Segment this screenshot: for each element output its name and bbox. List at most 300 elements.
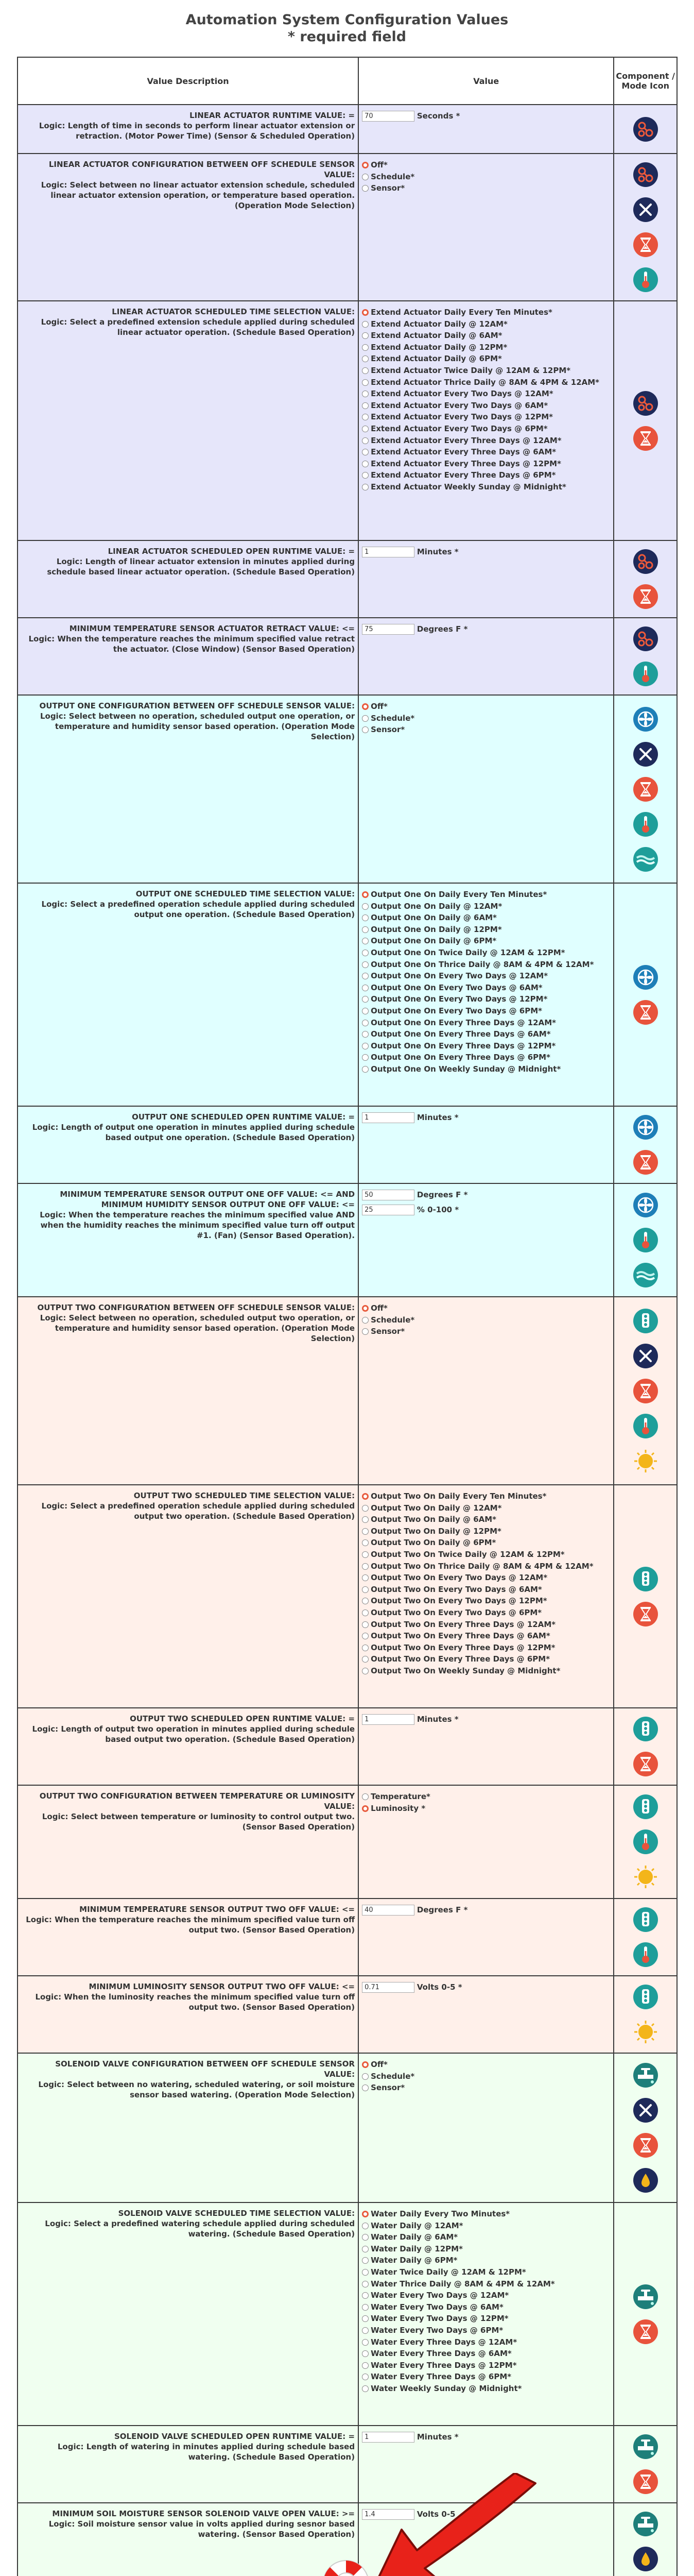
row-icons — [614, 1485, 677, 1708]
row-logic: Logic: Select between no watering, scheduled watering, or soil moisture sensor based watering. (Operation Mode Selection) — [38, 2080, 355, 2099]
radio-label: Extend Actuator Daily @ 6AM* — [371, 331, 502, 341]
radio-button[interactable] — [362, 162, 369, 168]
radio-button[interactable] — [362, 891, 369, 898]
runtime-seconds-input[interactable]: 70 — [362, 111, 414, 122]
row-description — [18, 1297, 358, 1485]
radio-option[interactable] — [362, 912, 610, 924]
radio-label: Luminosity * — [371, 1803, 426, 1813]
row-icons — [614, 1297, 677, 1485]
radio-button[interactable] — [362, 961, 369, 968]
schedule-hourglass-icon — [633, 584, 658, 609]
row-min-luminosity-output-two-off — [18, 1976, 677, 2053]
radio-option[interactable] — [362, 1537, 610, 1549]
radio-option[interactable] — [362, 1017, 610, 1029]
radio-option[interactable] — [362, 1490, 610, 1502]
page-title — [0, 0, 694, 45]
radio-button[interactable] — [362, 1563, 369, 1570]
radio-option[interactable] — [362, 353, 610, 365]
radio-label: Output Two On Daily Every Ten Minutes* — [371, 1492, 547, 1501]
sun-icon — [633, 1448, 658, 1474]
radio-option[interactable] — [362, 2336, 610, 2348]
row-logic: Logic: When the temperature reaches the minimum specified value turn off output two. (Sensor Based Operation) — [26, 1915, 355, 1935]
radio-label: Output One On Twice Daily @ 12AM & 12PM* — [371, 947, 565, 957]
radio-option[interactable] — [362, 2371, 610, 2383]
radio-button[interactable] — [362, 2211, 369, 2217]
radio-label: Output Two On Daily @ 12AM* — [371, 1503, 502, 1513]
radio-label: Output Two On Every Three Days @ 12AM* — [371, 1619, 556, 1629]
radio-option[interactable] — [362, 2082, 610, 2094]
radio-option[interactable] — [362, 365, 610, 377]
radio-option[interactable] — [362, 1619, 610, 1631]
radio-button[interactable] — [362, 1043, 369, 1049]
radio-option[interactable] — [362, 377, 610, 388]
radio-label: Output Two On Daily @ 12PM* — [371, 1526, 501, 1536]
row-linear-actuator-config — [18, 154, 677, 301]
radio-button[interactable] — [362, 2234, 369, 2241]
radio-button[interactable] — [362, 484, 369, 490]
row-title: MINIMUM TEMPERATURE SENSOR ACTUATOR RETRACT VALUE: <= — [69, 624, 355, 633]
row-solenoid-open-runtime — [18, 2426, 677, 2503]
radio-button[interactable] — [362, 2281, 369, 2287]
row-value — [358, 154, 614, 301]
row-value — [358, 1485, 614, 1708]
row-icons — [614, 2426, 677, 2503]
unit-label: Volts 0-5 * — [417, 1982, 462, 1992]
row-value — [358, 1106, 614, 1183]
config-table — [17, 57, 678, 2576]
radio-button[interactable] — [362, 321, 369, 328]
radio-button[interactable] — [362, 1598, 369, 1604]
radio-option[interactable] — [362, 970, 610, 982]
radio-button[interactable] — [362, 1668, 369, 1674]
radio-button[interactable] — [362, 985, 369, 991]
radio-label: Extend Actuator Every Three Days @ 6PM* — [371, 470, 556, 480]
radio-option[interactable] — [362, 713, 610, 724]
off-mode-icon — [633, 197, 658, 223]
row-logic: Logic: Select a predefined operation schedule applied during scheduled output two operation. (Schedule Based Operation) — [41, 1501, 355, 1521]
thermometer-icon — [633, 1942, 658, 1968]
row-output-two-schedule — [18, 1485, 677, 1708]
radio-option[interactable] — [362, 1642, 610, 1654]
radio-option[interactable] — [362, 2325, 610, 2336]
radio-option[interactable] — [362, 388, 610, 400]
radio-button[interactable] — [362, 414, 369, 420]
sun-icon — [633, 1864, 658, 1890]
row-title: MINIMUM SOIL MOISTURE SENSOR SOLENOID VALVE OPEN VALUE: >= — [52, 2509, 355, 2518]
radio-button[interactable] — [362, 461, 369, 467]
radio-button[interactable] — [362, 402, 369, 409]
radio-label: Output One On Every Three Days @ 12AM* — [371, 1018, 556, 1027]
radio-button[interactable] — [362, 950, 369, 956]
radio-option[interactable] — [362, 2208, 610, 2220]
radio-option[interactable] — [362, 1302, 610, 1314]
schedule-hourglass-icon — [633, 999, 658, 1025]
radio-option[interactable] — [362, 1502, 610, 1514]
radio-label: Water Every Three Days @ 12AM* — [371, 2337, 517, 2347]
unit-label: Degrees F * — [417, 1905, 468, 1914]
light-icon — [633, 1566, 658, 1592]
radio-button[interactable] — [362, 914, 369, 921]
row-value — [358, 1708, 614, 1785]
radio-option[interactable] — [362, 2266, 610, 2278]
row-icons — [614, 1899, 677, 1976]
radio-option[interactable] — [362, 2360, 610, 2371]
radio-button[interactable] — [362, 2350, 369, 2357]
radio-label: Extend Actuator Every Two Days @ 12AM* — [371, 389, 553, 399]
radio-label: Schedule* — [371, 2071, 415, 2081]
radio-label: Output One On Every Three Days @ 6AM* — [371, 1029, 551, 1039]
open-runtime-input[interactable]: 1 — [362, 1714, 414, 1725]
row-value — [358, 105, 614, 154]
radio-button[interactable] — [362, 185, 369, 192]
radio-label: Sensor* — [371, 725, 405, 735]
radio-option[interactable] — [362, 1630, 610, 1642]
radio-label: Output One On Daily @ 6PM* — [371, 936, 497, 946]
radio-option[interactable] — [362, 1791, 610, 1803]
radio-label: Output One On Thrice Daily @ 8AM & 4PM & 12AM* — [371, 959, 594, 969]
radio-option[interactable] — [362, 435, 610, 447]
radio-option[interactable] — [362, 724, 610, 736]
valve-icon — [633, 2434, 658, 2460]
radio-button[interactable] — [362, 1008, 369, 1014]
row-logic: Logic: Select a predefined operation schedule applied during scheduled output one operation. (Schedule Based Operation) — [41, 900, 355, 919]
open-runtime-input[interactable]: 1 — [362, 547, 414, 557]
valve-icon — [633, 2284, 658, 2310]
radio-option[interactable] — [362, 1526, 610, 1537]
radio-button[interactable] — [362, 1516, 369, 1523]
radio-button[interactable] — [362, 1574, 369, 1581]
off-mode-icon — [633, 741, 658, 767]
radio-button[interactable] — [362, 1621, 369, 1628]
radio-button[interactable] — [362, 2292, 369, 2299]
radio-option[interactable] — [362, 2348, 610, 2360]
radio-option[interactable] — [362, 2231, 610, 2243]
valve-icon — [633, 2062, 658, 2088]
radio-option[interactable] — [362, 2071, 610, 2082]
light-icon — [633, 1308, 658, 1334]
temperature-off-input[interactable]: 40 — [362, 1905, 414, 1916]
radio-label: Output Two On Daily @ 6PM* — [371, 1538, 496, 1548]
radio-button[interactable] — [362, 1031, 369, 1038]
radio-option[interactable] — [362, 2383, 610, 2395]
radio-button[interactable] — [362, 391, 369, 397]
radio-label: Extend Actuator Thrice Daily @ 8AM & 4PM & 12AM* — [371, 377, 600, 387]
row-output-two-temp-or-luminosity — [18, 1785, 677, 1899]
radio-button[interactable] — [362, 2223, 369, 2229]
row-description — [18, 1485, 358, 1708]
radio-option[interactable] — [362, 307, 610, 318]
schedule-hourglass-icon — [633, 1601, 658, 1627]
luminosity-off-input[interactable]: 0.71 — [362, 1982, 414, 1993]
unit-label: Minutes * — [417, 1113, 459, 1122]
schedule-hourglass-icon — [633, 2132, 658, 2158]
radio-label: Temperature* — [371, 1792, 430, 1801]
row-icons — [614, 1976, 677, 2053]
radio-option[interactable] — [362, 982, 610, 994]
radio-button[interactable] — [362, 926, 369, 933]
row-output-two-config — [18, 1297, 677, 1485]
off-mode-icon — [633, 1343, 658, 1369]
unit-label: Seconds * — [417, 111, 460, 121]
radio-button[interactable] — [362, 2315, 369, 2322]
page-title-required-note: * required field — [287, 29, 407, 45]
radio-button[interactable] — [362, 1528, 369, 1535]
radio-button[interactable] — [362, 973, 369, 979]
col-header-description: Value Description — [18, 57, 358, 105]
radio-option[interactable] — [362, 1653, 610, 1665]
radio-label: Extend Actuator Daily Every Ten Minutes* — [371, 308, 552, 317]
radio-button[interactable] — [362, 174, 369, 180]
row-value — [358, 2202, 614, 2426]
radio-option[interactable] — [362, 1063, 610, 1075]
radio-option[interactable] — [362, 2059, 610, 2071]
radio-button[interactable] — [362, 449, 369, 455]
radio-option[interactable] — [362, 1028, 610, 1040]
radio-option[interactable] — [362, 1561, 610, 1572]
retract-temperature-input[interactable]: 75 — [362, 624, 414, 635]
radio-label: Water Daily @ 12PM* — [371, 2244, 463, 2253]
radio-button[interactable] — [362, 1656, 369, 1663]
unit-label: Minutes * — [417, 1715, 459, 1724]
radio-option[interactable] — [362, 171, 610, 183]
row-value — [358, 695, 614, 883]
row-value — [358, 301, 614, 540]
radio-button[interactable] — [362, 1328, 369, 1335]
unit-label: Minutes * — [417, 2432, 459, 2442]
radio-button[interactable] — [362, 2061, 369, 2068]
radio-button[interactable] — [362, 1317, 369, 1324]
row-linear-actuator-schedule — [18, 301, 677, 540]
radio-button[interactable] — [362, 2339, 369, 2346]
row-linear-actuator-runtime — [18, 105, 677, 154]
radio-option[interactable] — [362, 701, 610, 713]
radio-button[interactable] — [362, 355, 369, 362]
row-logic: Logic: Select between no operation, scheduled output one operation, or temperature and humidity sensor based operation. (Operation Mode Selection) — [40, 711, 355, 741]
radio-button[interactable] — [362, 1645, 369, 1651]
radio-option[interactable] — [362, 1607, 610, 1619]
row-description — [18, 1976, 358, 2053]
radio-button[interactable] — [362, 309, 369, 316]
radio-button[interactable] — [362, 1066, 369, 1073]
row-description — [18, 2053, 358, 2202]
radio-option[interactable] — [362, 446, 610, 458]
radio-option[interactable] — [362, 411, 610, 423]
row-title: MINIMUM TEMPERATURE SENSOR OUTPUT TWO OFF VALUE: <= — [79, 1905, 355, 1914]
radio-button[interactable] — [362, 2269, 369, 2276]
radio-button[interactable] — [362, 2304, 369, 2311]
radio-button[interactable] — [362, 1633, 369, 1639]
row-icons — [614, 1106, 677, 1183]
row-icons — [614, 540, 677, 618]
radio-option[interactable] — [362, 400, 610, 412]
radio-button[interactable] — [362, 2362, 369, 2369]
row-title: MINIMUM LUMINOSITY SENSOR OUTPUT TWO OFF VALUE: <= — [89, 1982, 355, 1991]
radio-option[interactable] — [362, 1326, 610, 1337]
radio-label: Water Thrice Daily @ 8AM & 4PM & 12AM* — [371, 2279, 555, 2289]
radio-option[interactable] — [362, 935, 610, 947]
radio-option[interactable] — [362, 2301, 610, 2313]
radio-label: Sensor* — [371, 1327, 405, 1336]
radio-button[interactable] — [362, 1805, 369, 1812]
radio-button[interactable] — [362, 2385, 369, 2392]
row-logic: Logic: Length of watering in minutes applied during schedule based watering. (Schedule Based Operation) — [57, 2442, 355, 2462]
radio-button[interactable] — [362, 1305, 369, 1312]
row-description — [18, 883, 358, 1106]
radio-button[interactable] — [362, 996, 369, 1003]
radio-option[interactable] — [362, 1514, 610, 1526]
radio-option[interactable] — [362, 330, 610, 342]
thermometer-icon — [633, 1413, 658, 1439]
light-icon — [633, 1794, 658, 1820]
radio-button[interactable] — [362, 426, 369, 432]
row-icons — [614, 2053, 677, 2202]
radio-button[interactable] — [362, 1551, 369, 1558]
radio-option[interactable] — [362, 2255, 610, 2266]
fan-icon — [633, 1114, 658, 1140]
row-value — [358, 1785, 614, 1899]
radio-option[interactable] — [362, 2220, 610, 2232]
row-icons — [614, 1708, 677, 1785]
radio-button[interactable] — [362, 1793, 369, 1800]
radio-button[interactable] — [362, 2246, 369, 2252]
radio-button[interactable] — [362, 472, 369, 479]
temperature-off-input[interactable]: 50 — [362, 1190, 414, 1200]
radio-label: Output One On Every Two Days @ 6AM* — [371, 982, 543, 992]
radio-label: Output Two On Every Three Days @ 6AM* — [371, 1631, 550, 1641]
radio-button[interactable] — [362, 2257, 369, 2264]
radio-option[interactable] — [362, 342, 610, 353]
radio-label: Output One On Daily @ 6AM* — [371, 913, 497, 923]
radio-label: Extend Actuator Every Three Days @ 12AM* — [371, 435, 562, 445]
soil-moisture-input[interactable]: 1.4 — [362, 2509, 414, 2520]
radio-button[interactable] — [362, 344, 369, 351]
row-title: SOLENOID VALVE SCHEDULED TIME SELECTION VALUE: — [118, 2209, 355, 2218]
radio-option[interactable] — [362, 2290, 610, 2301]
radio-option[interactable] — [362, 1595, 610, 1607]
row-description — [18, 2426, 358, 2503]
radio-label: Water Daily @ 6AM* — [371, 2232, 458, 2242]
radio-label: Output Two On Twice Daily @ 12AM & 12PM* — [371, 1549, 565, 1559]
radio-option[interactable] — [362, 993, 610, 1005]
radio-button[interactable] — [362, 1493, 369, 1500]
radio-option[interactable] — [362, 159, 610, 171]
radio-option[interactable] — [362, 458, 610, 470]
row-title: OUTPUT TWO SCHEDULED TIME SELECTION VALUE: — [133, 1491, 355, 1500]
radio-label: Output One On Every Two Days @ 12PM* — [371, 994, 548, 1004]
open-runtime-input[interactable]: 1 — [362, 1112, 414, 1123]
radio-label: Extend Actuator Every Three Days @ 12PM* — [371, 459, 561, 468]
unit-label: Degrees F * — [417, 1190, 468, 1199]
row-title: OUTPUT TWO CONFIGURATION BETWEEN OFF SCHEDULE SENSOR VALUE: — [37, 1303, 355, 1312]
radio-option[interactable] — [362, 1584, 610, 1596]
radio-option[interactable] — [362, 423, 610, 435]
radio-label: Output One On Daily @ 12PM* — [371, 924, 502, 934]
col-header-icon: Component / Mode Icon — [614, 57, 677, 105]
radio-button[interactable] — [362, 379, 369, 386]
radio-button[interactable] — [362, 2073, 369, 2080]
radio-button[interactable] — [362, 2327, 369, 2334]
row-title: MINIMUM TEMPERATURE SENSOR OUTPUT ONE OFF VALUE: <= AND MINIMUM HUMIDITY SENSOR OUTPUT ONE OFF VALUE: <= — [60, 1190, 355, 1209]
radio-button[interactable] — [362, 703, 369, 710]
radio-option[interactable] — [362, 182, 610, 194]
radio-button[interactable] — [362, 367, 369, 374]
radio-option[interactable] — [362, 2313, 610, 2325]
fan-icon — [633, 964, 658, 990]
radio-option[interactable] — [362, 901, 610, 912]
radio-option[interactable] — [362, 2243, 610, 2255]
radio-label: Output Two On Every Two Days @ 6PM* — [371, 1607, 542, 1617]
radio-button[interactable] — [362, 2084, 369, 2091]
radio-button[interactable] — [362, 1609, 369, 1616]
radio-button[interactable] — [362, 1539, 369, 1546]
radio-option[interactable] — [362, 959, 610, 971]
radio-label: Output One On Every Two Days @ 6PM* — [371, 1006, 543, 1015]
humidity-icon — [633, 1262, 658, 1288]
row-icons — [614, 2202, 677, 2426]
radio-button[interactable] — [362, 1505, 369, 1512]
radio-option[interactable] — [362, 481, 610, 493]
row-title: OUTPUT ONE SCHEDULED TIME SELECTION VALUE: — [135, 889, 355, 899]
humidity-off-input[interactable]: 25 — [362, 1205, 414, 1215]
radio-option[interactable] — [362, 1040, 610, 1052]
radio-button[interactable] — [362, 715, 369, 722]
radio-option[interactable] — [362, 469, 610, 481]
radio-label: Water Every Two Days @ 6AM* — [371, 2302, 504, 2312]
radio-label: Water Daily Every Two Minutes* — [371, 2209, 510, 2218]
radio-option[interactable] — [362, 924, 610, 936]
radio-option[interactable] — [362, 1005, 610, 1017]
radio-option[interactable] — [362, 2278, 610, 2290]
row-description — [18, 301, 358, 540]
radio-option[interactable] — [362, 1803, 610, 1815]
row-min-temp-output-two-off — [18, 1899, 677, 1976]
row-title: LINEAR ACTUATOR SCHEDULED OPEN RUNTIME VALUE: = — [108, 547, 355, 556]
radio-button[interactable] — [362, 2374, 369, 2380]
row-icons — [614, 301, 677, 540]
radio-button[interactable] — [362, 726, 369, 733]
radio-button[interactable] — [362, 1054, 369, 1061]
radio-label: Schedule* — [371, 713, 415, 723]
radio-button[interactable] — [362, 332, 369, 339]
radio-option[interactable] — [362, 1549, 610, 1561]
row-value — [358, 1899, 614, 1976]
row-description — [18, 1708, 358, 1785]
radio-label: Output Two On Weekly Sunday @ Midnight* — [371, 1666, 561, 1675]
radio-button[interactable] — [362, 1586, 369, 1593]
radio-option[interactable] — [362, 947, 610, 959]
radio-option[interactable] — [362, 1052, 610, 1063]
radio-button[interactable] — [362, 437, 369, 444]
radio-label: Output One On Daily Every Ten Minutes* — [371, 890, 547, 899]
row-logic: Logic: Soil moisture sensor value in volts applied during sesnor based watering. (Sensor Based Operation) — [48, 2519, 355, 2539]
page-title-main: Automation System Configuration Values — [185, 12, 509, 28]
radio-option[interactable] — [362, 318, 610, 330]
radio-button[interactable] — [362, 1020, 369, 1026]
schedule-hourglass-icon — [633, 1751, 658, 1777]
open-runtime-input[interactable]: 1 — [362, 2432, 414, 2443]
radio-option[interactable] — [362, 1572, 610, 1584]
help-lifebuoy-icon[interactable] — [320, 2557, 372, 2576]
radio-option[interactable] — [362, 1314, 610, 1326]
radio-option[interactable] — [362, 889, 610, 901]
radio-button[interactable] — [362, 938, 369, 944]
radio-label: Output Two On Every Three Days @ 12PM* — [371, 1642, 556, 1652]
row-title: OUTPUT ONE SCHEDULED OPEN RUNTIME VALUE: = — [132, 1112, 355, 1122]
radio-button[interactable] — [362, 903, 369, 910]
radio-label: Sensor* — [371, 2083, 405, 2093]
red-arrow-pointer — [360, 2473, 546, 2576]
radio-option[interactable] — [362, 1665, 610, 1677]
